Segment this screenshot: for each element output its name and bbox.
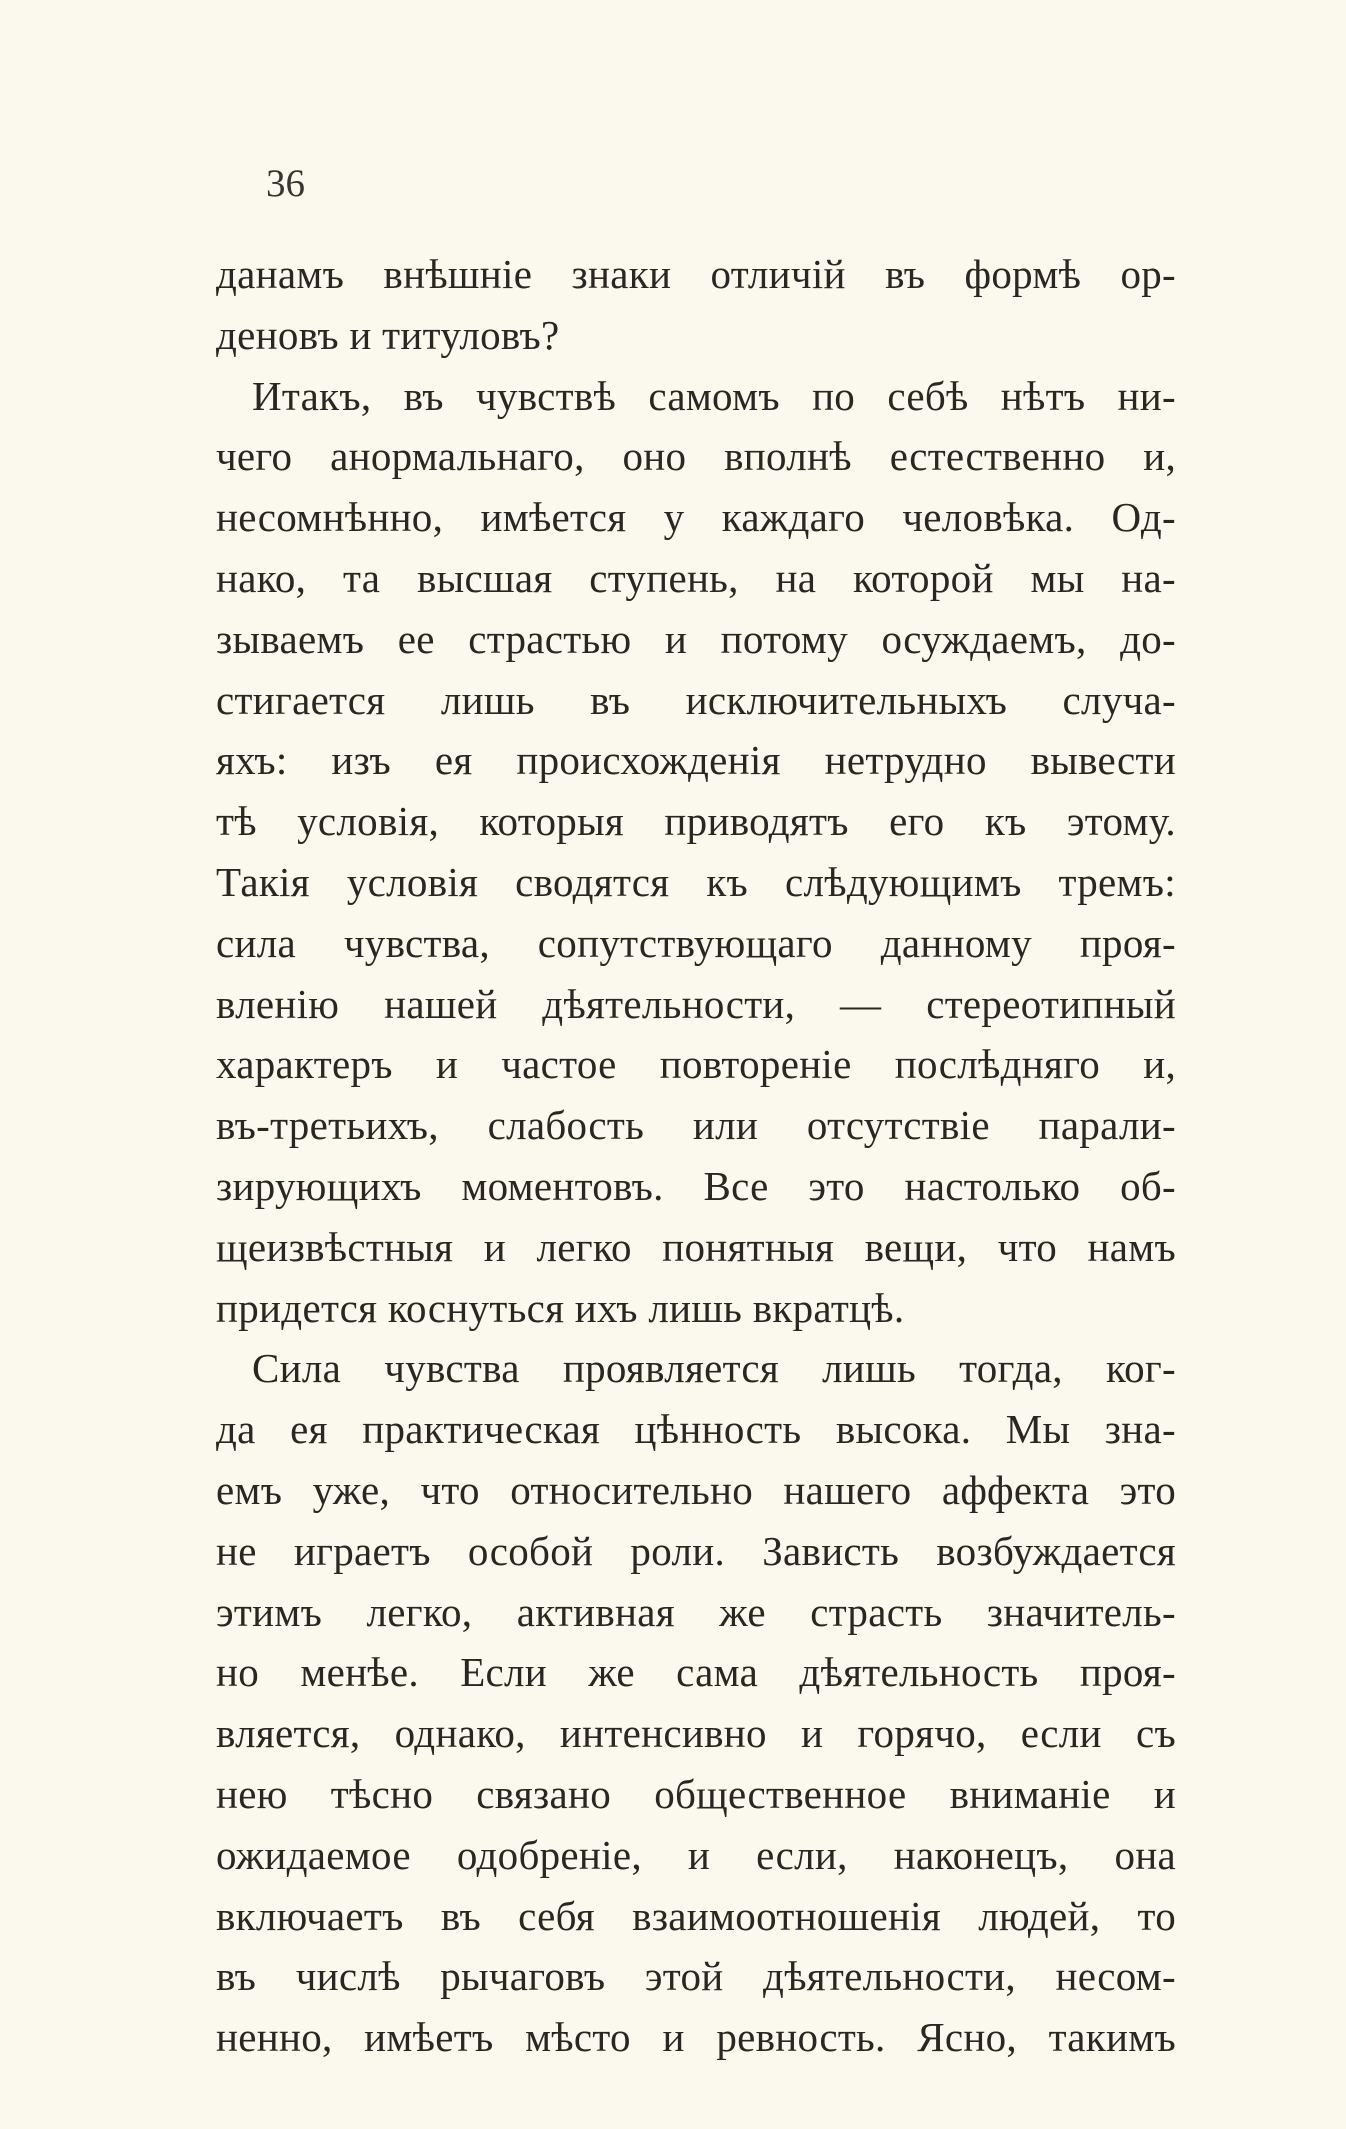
text-line: тѣ условія, которыя приводятъ его къ этому.	[216, 798, 1176, 845]
text-line: чего анормальнаго, оно вполнѣ естественно и,	[216, 433, 1176, 480]
text-line: придется коснуться ихъ лишь вкратцѣ.	[216, 1284, 905, 1331]
text-line: сила чувства, сопутствующаго данному проя-	[216, 919, 1176, 966]
text-line: ожидаемое одобреніе, и если, наконецъ, она	[216, 1831, 1176, 1878]
text-line: зирующихъ моментовъ. Все это настолько об-	[216, 1162, 1176, 1209]
text-line: въ числѣ рычаговъ этой дѣятельности, несом-	[216, 1953, 1176, 2000]
text-line: деновъ и титуловъ?	[216, 311, 560, 358]
text-line: щеизвѣстныя и легко понятныя вещи, что намъ	[216, 1223, 1176, 1270]
text-line: данамъ внѣшніе знаки отличій въ формѣ ор-	[216, 251, 1176, 297]
text-line: Итакъ, въ чувствѣ самомъ по себѣ нѣтъ ни-	[252, 372, 1176, 419]
text-line: въ-третьихъ, слабость или отсутствіе парали-	[216, 1102, 1176, 1149]
text-line: вленію нашей дѣятельности, — стереотипный	[216, 980, 1176, 1027]
text-line: нею тѣсно связано общественное вниманіе и	[216, 1770, 1176, 1817]
text-line: этимъ легко, активная же страсть значитель-	[216, 1588, 1176, 1635]
text-line: включаетъ въ себя взаимоотношенія людей, то	[216, 1892, 1176, 1939]
text-line: несомнѣнно, имѣется у каждаго человѣка. Од-	[216, 494, 1176, 541]
text-line: ненно, имѣетъ мѣсто и ревность. Ясно, такимъ	[216, 2014, 1176, 2061]
text-line: характеръ и частое повтореніе послѣдняго и,	[216, 1041, 1176, 1088]
text-line: зываемъ ее страстью и потому осуждаемъ, до-	[216, 615, 1176, 662]
page-number: 36	[266, 162, 305, 205]
text-line: яхъ: изъ ея происхожденія нетрудно вывести	[216, 737, 1176, 784]
text-line: да ея практическая цѣнность высока. Мы зна-	[216, 1406, 1176, 1453]
text-line: Такія условія сводятся къ слѣдующимъ тремъ:	[216, 858, 1176, 905]
text-line: не играетъ особой роли. Зависть возбуждается	[216, 1527, 1176, 1574]
text-line: стигается лишь въ исключительныхъ случа-	[216, 676, 1176, 723]
text-line: но менѣе. Если же сама дѣятельность проя-	[216, 1649, 1176, 1696]
body-text	[216, 244, 1176, 2068]
text-line: нако, та высшая ступень, на которой мы на-	[216, 554, 1176, 601]
text-line: Сила чувства проявляется лишь тогда, ког-	[252, 1345, 1176, 1392]
text-line: емъ уже, что относительно нашего аффекта это	[216, 1466, 1176, 1513]
text-line: вляется, однако, интенсивно и горячо, если съ	[216, 1710, 1176, 1757]
